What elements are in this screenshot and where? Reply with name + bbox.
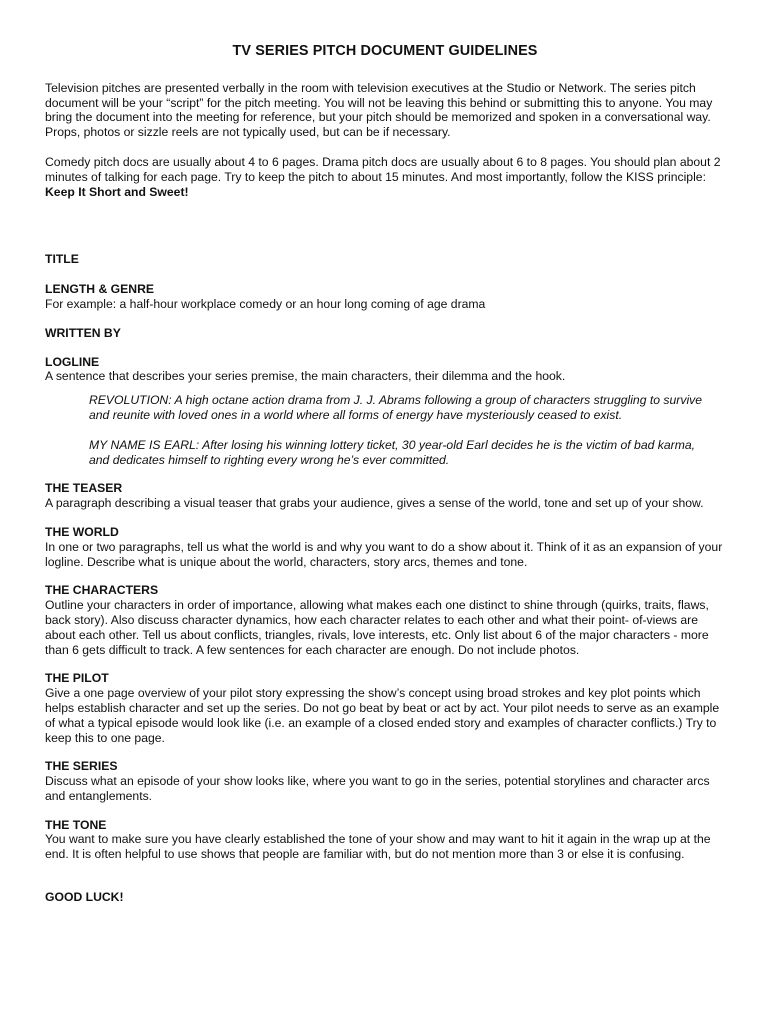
section-heading-pilot: THE PILOT bbox=[45, 671, 109, 686]
closing-good-luck: GOOD LUCK! bbox=[45, 890, 124, 905]
section-heading-title: TITLE bbox=[45, 252, 79, 267]
section-body-tone: You want to make sure you have clearly established the tone of your show and may want to hit it again in the wrap up at the end. It is often helpful to use shows that people are familiar with, but do not mention more than 3 or else it is confusing. bbox=[45, 832, 711, 862]
section-body-world: In one or two paragraphs, tell us what the world is and why you want to do a show about it. Think of it as an expansion of your logline. Describe what is unique about the world, characters, story arcs, themes and tone. bbox=[45, 539, 723, 569]
section-heading-teaser: THE TEASER bbox=[45, 481, 123, 496]
section-heading-logline: LOGLINE bbox=[45, 354, 100, 369]
intro-paragraph-2-text: Comedy pitch docs are usually about 4 to 6 pages. Drama pitch docs are usually about 6 to 8 pages. You should plan about 2 minutes of talking for each page. Try to keep the pitch to about 15 minutes. And most importantly, follow the KISS principle: bbox=[45, 154, 721, 184]
section-body-pilot: Give a one page overview of your pilot story expressing the show’s concept using broad strokes and key plot points which helps establish character and set up the series. Do not go beat by beat or act by act. Your pilot needs to serve as an example of what a typical episode would look like (i.e. an example of a closed ended story and examples of character conflicts.) Try to keep this to one page. bbox=[45, 686, 720, 745]
document-title: TV SERIES PITCH DOCUMENT GUIDELINES bbox=[232, 43, 538, 59]
section-heading-world: THE WORLD bbox=[45, 524, 119, 539]
section-body-series: Discuss what an episode of your show looks like, where you want to go in the series, potential storylines and character arcs and entanglements. bbox=[45, 774, 710, 803]
section-body-characters: Outline your characters in order of importance, allowing what makes each one distinct to shine through (quirks, traits, flaws, back story). Also discuss character dynamics, how each character relates to each other and what their point- of-views are about each other. Tell us about conflicts, triangles, rivals, love interests, etc. Only list about 6 of the major characters - more than 6 gets difficult to track. A few sentences for each character are enough. Do not include photos. bbox=[45, 598, 709, 657]
logline-example-revolution: REVOLUTION: A high octane action drama from J. J. Abrams following a group of characters struggling to survive and reunite with loved ones in a world where all forms of energy have mysteriously ceased to exist. bbox=[89, 393, 703, 422]
section-heading-length-genre: LENGTH & GENRE bbox=[45, 282, 155, 297]
intro-paragraph-2 bbox=[45, 155, 725, 199]
section-body-teaser: A paragraph describing a visual teaser that grabs your audience, gives a sense of the world, tone and set up of your show. bbox=[45, 496, 704, 511]
section-heading-series: THE SERIES bbox=[45, 759, 118, 774]
spacer bbox=[45, 199, 725, 252]
intro-paragraph-1: Television pitches are presented verbally in the room with television executives at the Studio or Network. The series pitch document will be your “script” for the pitch meeting. You will not be leaving this behind or submitting this to anyone. You may bring the document into the meeting for reference, but your pitch should be memorized and spoken in a conversational way. Props, photos or sizzle reels are not typically used, but can be if necessary. bbox=[45, 80, 713, 140]
section-heading-tone: THE TONE bbox=[45, 817, 107, 832]
logline-example-my-name-is-earl: MY NAME IS EARL: After losing his winning lottery ticket, 30 year-old Earl decides he is the victim of bad karma, and dedicates himself to righting every wrong he’s ever committed. bbox=[89, 437, 696, 467]
document-page bbox=[45, 44, 725, 905]
section-heading-characters: THE CHARACTERS bbox=[45, 583, 159, 598]
section-body-length-genre: For example: a half-hour workplace comedy or an hour long coming of age drama bbox=[45, 296, 486, 311]
section-heading-written-by: WRITTEN BY bbox=[45, 325, 121, 340]
section-body-logline: A sentence that describes your series premise, the main characters, their dilemma and the hook. bbox=[45, 369, 566, 384]
kiss-principle-text: Keep It Short and Sweet! bbox=[45, 184, 189, 199]
